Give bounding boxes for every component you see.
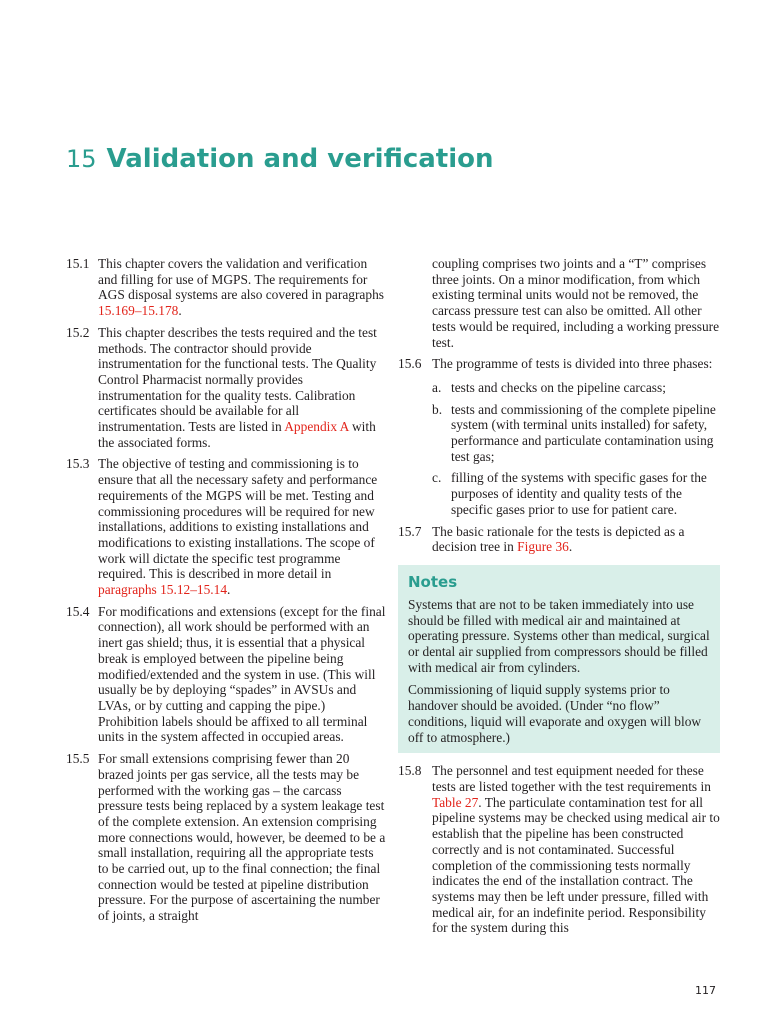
notes-box <box>398 565 720 753</box>
paragraph-number: 15.4 <box>66 603 90 619</box>
paragraph-15-3 <box>66 456 386 597</box>
page-number: 117 <box>695 984 716 997</box>
paragraph-text-end: . <box>227 582 231 598</box>
note-text: Commissioning of liquid supply systems prior to handover should be avoided. (Under “no flow” conditions, liquid will evaporate and oxygen will blow off to atmosphere.) <box>408 682 702 745</box>
paragraph-link[interactable]: paragraphs 15.12–15.14 <box>98 582 228 598</box>
paragraph-link[interactable]: 15.169–15.178 <box>98 303 179 319</box>
left-column <box>66 256 386 930</box>
paragraph-number: 15.7 <box>398 523 422 539</box>
paragraph-number: 15.1 <box>66 256 90 271</box>
paragraph-text: The objective of testing and commissioning is to ensure that all the necessary safety and performance requirements of the MGPS will be met. Testing and commissioning procedures will be required for new installations, additions to existing installations and modifications to existing installations. The scope of work will dictate the specific test programme required. This is described in more detail in <box>98 456 378 582</box>
paragraph-text: The personnel and test equipment needed for these tests are listed together with the test requirements in <box>432 763 711 794</box>
paragraph-number: 15.6 <box>398 356 422 372</box>
paragraph-15-2 <box>66 325 386 451</box>
paragraph-15-5-continued <box>398 256 720 350</box>
paragraph-text-end: . <box>568 539 573 555</box>
list-text: tests and checks on the pipeline carcass; <box>451 379 666 395</box>
figure-link[interactable]: Figure 36 <box>517 539 569 555</box>
paragraph-text: The programme of tests is divided into three phases: <box>432 356 713 372</box>
paragraph-15-4 <box>66 604 386 745</box>
chapter-heading <box>66 144 494 174</box>
paragraph-15-8 <box>398 763 720 936</box>
paragraph-text: This chapter covers the validation and verification and filling for use of MGPS. The requirements for AGS disposal systems are also covered in paragraphs <box>98 256 384 303</box>
right-column <box>398 256 720 942</box>
note-text: Systems that are not to be taken immediately into use should be filled with medical air and maintained at operating pressure. Systems other than medical, surgical or dental air supplied from compressors should be filled with medical air from cylinders. <box>408 596 710 675</box>
paragraph-text: For modifications and extensions (except for the final connection), all work should be performed with an inert gas shield; thus, it is essential that a physical break is employed between the pipeline being modified/extended and the system in use. (This will usually be by deploying “spades” in AVSUs and LVAs, or by cutting and capping the pipe.) Prohibition labels should be affixed to all terminal units in the system affected in occupied areas. <box>98 603 386 745</box>
phase-list <box>432 380 720 518</box>
paragraph-number: 15.8 <box>398 763 422 779</box>
list-item <box>432 402 720 465</box>
paragraph-number: 15.2 <box>66 324 90 340</box>
list-text: filling of the systems with specific gases for the purposes of identity and quality tests of the specific gases prior to use for patient care. <box>451 470 707 517</box>
paragraph-number: 15.3 <box>66 456 90 472</box>
paragraph-text: This chapter describes the tests required and the test methods. The contractor should provide instrumentation for the functional tests. The Quality Control Pharmacist normally provides instrumentation for the quality tests. Calibration certificates should be available for all instrumentation. Tests are listed in <box>98 324 377 435</box>
table-link[interactable]: Table 27 <box>432 794 479 810</box>
list-label: b. <box>432 401 443 417</box>
list-text: tests and commissioning of the complete pipeline system (with terminal units installed) for safety, performance and particulate contamination using test gas; <box>451 401 716 464</box>
paragraph-text: For small extensions comprising fewer than 20 brazed joints per gas service, all the tests may be performed with the working gas – the carcass pressure tests being replaced by a system leakage test of the complete extension. An extension comprising more connections would, however, be deemed to be a small installation, requiring all the appropriate tests to be carried out, up to the final connection; the final connection would be tested at pipeline distribution pressure. For the purpose of ascertaining the number of joints, a straight <box>98 751 386 924</box>
paragraph-text: The basic rationale for the tests is depicted as a decision tree in <box>432 523 685 555</box>
paragraph-15-6 <box>398 356 720 372</box>
chapter-number: 15 <box>66 145 97 173</box>
paragraph-text-end: . <box>178 303 182 319</box>
list-label: a. <box>432 379 442 395</box>
appendix-link[interactable]: Appendix A <box>284 419 349 435</box>
paragraph-text-end: with the associated forms. <box>98 419 376 450</box>
paragraph-text: coupling comprises two joints and a “T” comprises three joints. On a minor modification, from which existing terminal units would not be removed, the carcass pressure test can also be omitted. All other tests would be required, including a working pressure test. <box>432 256 720 350</box>
paragraph-15-1 <box>66 256 386 319</box>
list-label: c. <box>432 470 442 486</box>
paragraph-number: 15.5 <box>66 751 90 767</box>
paragraph-text-end: . The particulate contamination test for all pipeline systems may be checked using medical air to establish that the pipeline has been constructed correctly and is not contaminated. Successful completion of the commissioning tests normally indicates the end of the installation contract. The systems may then be left under pressure, filled with medical air, for an indefinite period. Responsibility for the system during this <box>432 794 720 936</box>
paragraph-15-5 <box>66 751 386 924</box>
list-item <box>432 380 720 396</box>
notes-heading: Notes <box>408 572 458 591</box>
chapter-title: Validation and verification <box>106 144 494 174</box>
paragraph-15-7 <box>398 524 720 555</box>
list-item <box>432 470 720 517</box>
